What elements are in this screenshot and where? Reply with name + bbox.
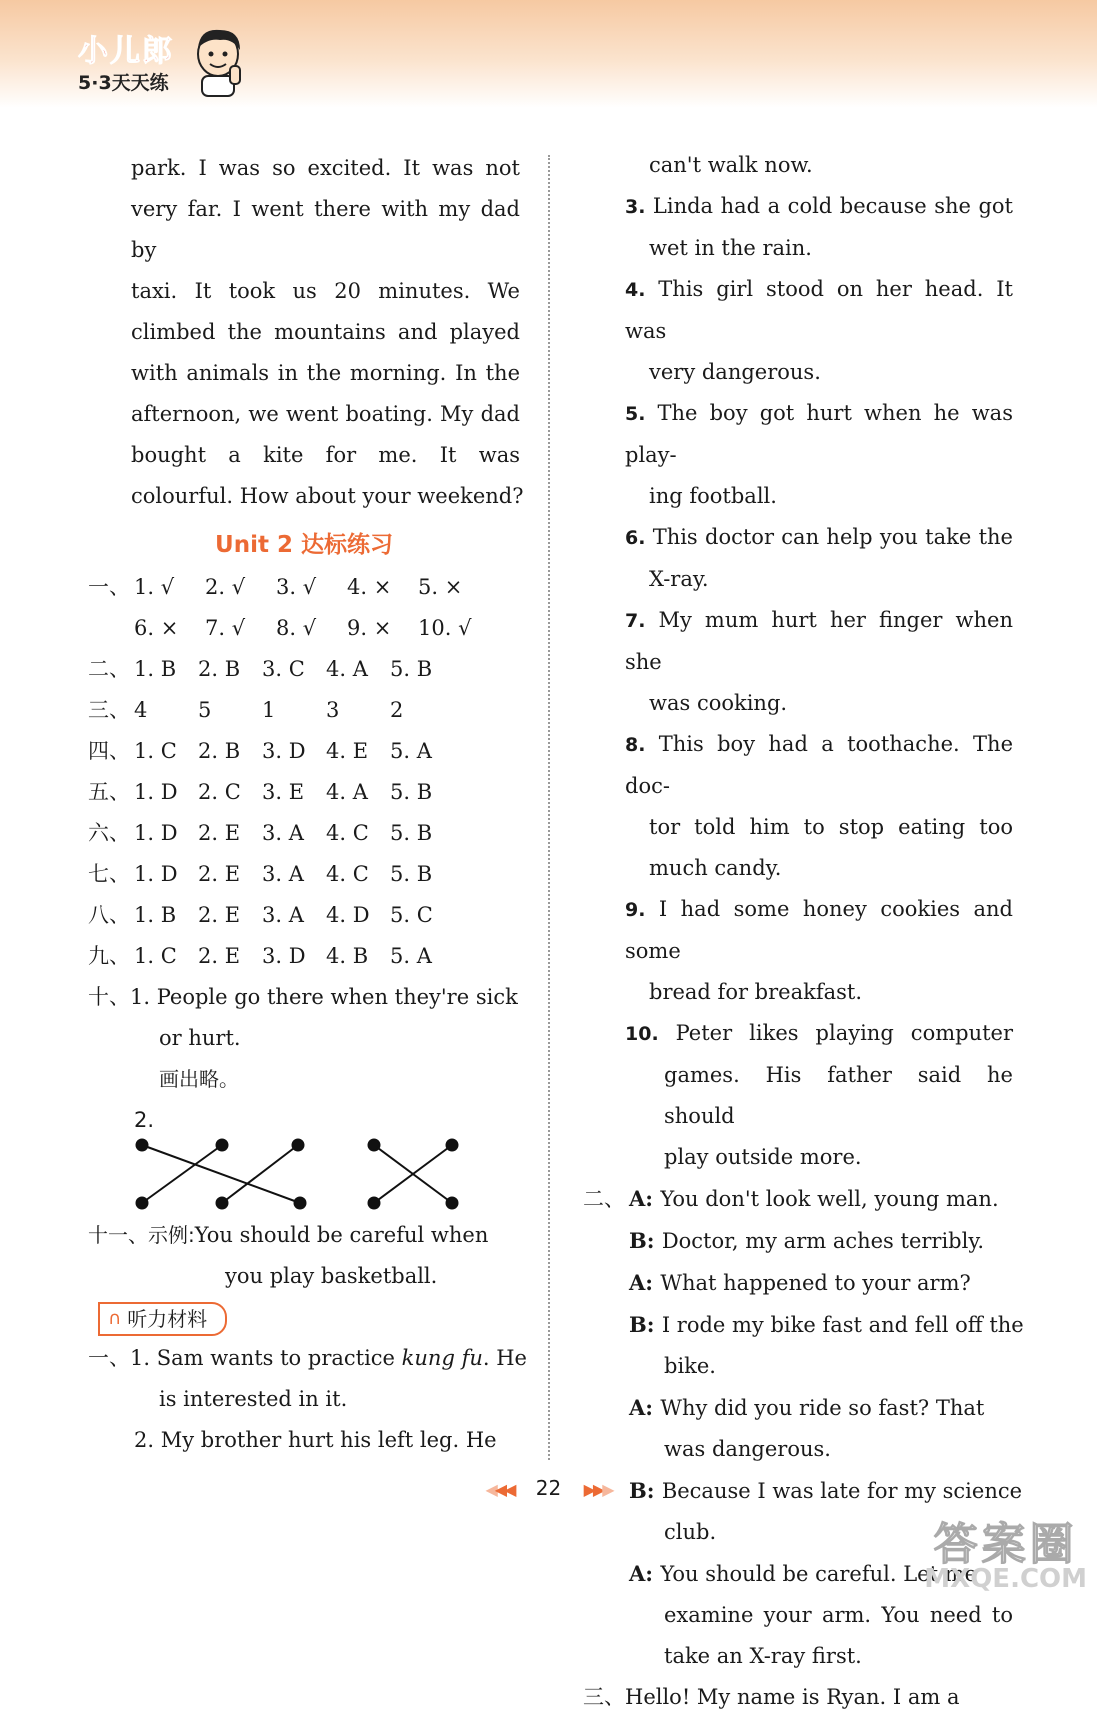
answer: 4. × [347,575,392,599]
dialogue-text: Why did you ride so fast? That [660,1396,985,1420]
answer-row [88,936,520,977]
answer: 1. D [134,862,178,886]
dialogue-line: club. [664,1520,717,1544]
answer: 2. E [198,903,241,927]
answer: 3. E [262,780,305,804]
matching-lines [130,1137,530,1215]
speaker-label: A: [629,1270,661,1295]
match-dot [295,1198,306,1209]
passage-line: colourful. How about your weekend? [131,484,524,508]
speaker-label: A: [629,1395,661,1420]
question-text: 1. People go there when they're sick [130,985,518,1009]
section-label: 一、 [88,1346,130,1370]
dialogue-text: Doctor, my arm aches terribly. [661,1229,985,1253]
item-line [583,186,1013,228]
match-dot [137,1140,148,1151]
item-line: X-ray. [649,567,709,591]
passage-line: afternoon, we went boating. My dad [131,402,520,426]
dialogue-line: examine your arm. You need to [664,1603,1013,1627]
item-text: My mum hurt her finger when she [625,608,1013,674]
section-label: 三、 [88,698,130,722]
section-label: 四、 [88,739,130,763]
answer: 3. A [262,903,304,927]
page-footer [0,1476,1097,1500]
item-line [583,269,1013,352]
answer: 4. A [326,657,368,681]
answer-row [88,649,520,690]
answer: 2. E [198,944,241,968]
answer-row [88,854,520,895]
dialogue-text: You don't look well, young man. [660,1187,999,1211]
item-text: This girl stood on her head. It was [625,277,1014,343]
answer: 4. C [326,821,369,845]
dialogue-line: bike. [664,1354,716,1378]
dialogue-line [583,1262,1013,1304]
dialogue-text: I rode my bike fast and fell off the [661,1313,1024,1337]
speaker-label: B: [629,1312,662,1337]
prev-arrows-icon: ◀◀◀ [485,1480,514,1499]
item-text: The boy got hurt when he was play- [625,401,1013,467]
dialogue-text: Because I was late for my science [661,1479,1023,1503]
item-number: 8. [625,734,659,756]
answer: 1. √ [134,575,175,599]
match-dot [447,1198,458,1209]
section-label: 九、 [88,944,130,968]
item-line [583,724,1013,807]
speaker-label: B: [629,1228,662,1253]
passage-line: climbed the mountains and played [131,320,520,344]
answer-row-1b [88,608,520,649]
answer: 2. √ [205,575,246,599]
match-dot [293,1140,304,1151]
item-number: 7. [625,610,659,632]
passage [88,148,524,517]
answer: 4. C [326,862,369,886]
italic-term: kung fu [401,1346,483,1370]
section-label: 七、 [88,862,130,886]
dialogue-line: take an X-ray first. [664,1644,862,1668]
answer: 5. B [390,821,433,845]
section-label: 二、 [88,657,130,681]
example-text-cont: you play basketball. [225,1264,438,1288]
answer: 5. A [390,944,432,968]
dialogue-text: What happened to your arm? [660,1271,971,1295]
item-line: very dangerous. [649,360,821,384]
item-number: 4. [625,279,659,301]
passage-line: taxi. It took us 20 minutes. We [131,279,520,303]
item-line: wet in the rain. [649,236,812,260]
answer: 4. E [326,739,369,763]
answer: 5 [198,698,212,722]
passage-line: very far. I went there with my dad by [131,197,520,262]
answer: 5. B [390,780,433,804]
section-label: 六、 [88,821,130,845]
watermark-text: 答案圈 [933,1519,1078,1570]
question-2-label: 2. [134,1108,155,1132]
answer: 4. D [326,903,370,927]
dialogue [583,1178,1024,1677]
section-label: 五、 [88,780,130,804]
answer: 2. B [198,739,241,763]
dialogue-line [583,1220,1013,1262]
answer: 4 [134,698,148,722]
answer: 3. A [262,821,304,845]
logo-title: 小儿郎 [78,34,174,69]
listening-material-tag [98,1302,227,1336]
answer: 5. B [390,657,433,681]
match-dot [137,1198,148,1209]
mascot-icon [190,22,250,100]
dialogue-line [583,1387,1013,1429]
answer: 1. D [134,780,178,804]
item-line [583,393,1013,476]
section-label: 一、 [88,575,130,599]
answer-row [88,813,520,854]
brand-logo [78,26,174,95]
answer: 2. E [198,821,241,845]
unit-title: Unit 2 达标练习 [215,532,393,558]
item-text: This boy had a toothache. The doc- [625,732,1013,798]
item-line [583,1013,1013,1055]
page-number: 22 [535,1476,562,1500]
listening-line: is interested in it. [159,1387,348,1411]
section-label: 二、 [583,1187,625,1211]
answer-row [88,772,520,813]
dialogue-text: You should be careful. Let me [660,1562,978,1586]
match-dot [447,1140,458,1151]
answer: 3. D [262,944,306,968]
passage-line: bought a kite for me. It was [131,443,520,467]
item-line: bread for breakfast. [649,980,863,1004]
listening-line: 2. My brother hurt his left leg. He [134,1428,497,1452]
item-line: can't walk now. [649,153,813,177]
headphones-icon: ∩ [108,1308,122,1329]
left-column [88,148,527,1461]
listening-line [88,1338,527,1379]
listening-text: . He [482,1346,527,1370]
item-text: Linda had a cold because she got [652,194,1013,218]
match-dot [369,1198,380,1209]
section-11 [88,1215,520,1256]
listening-text: 1. Sam wants to practice [130,1346,402,1370]
answer: 5. B [390,862,433,886]
item-line: ing football. [649,484,777,508]
listening-items [583,145,1013,1178]
dialogue-line: was dangerous. [664,1437,831,1461]
item-line [583,600,1013,683]
answer: 2. B [198,657,241,681]
answer: 2 [390,698,404,722]
item-line: tor told him to stop eating too [649,815,1013,839]
answer: 3. √ [276,575,317,599]
answer: 8. √ [276,616,317,640]
item-number: 10. [625,1023,676,1045]
answer-row [88,731,520,772]
answer: 5. A [390,739,432,763]
item-line: was cooking. [649,691,788,715]
answer: 1. C [134,944,177,968]
section-10-q1 [88,977,520,1018]
item-number: 5. [625,403,658,425]
match-dot [217,1140,228,1151]
answer: 3. A [262,862,304,886]
section-label: 八、 [88,903,130,927]
watermark-url: MXQE.COM [924,1564,1087,1594]
section-label: 十一、示例: [88,1223,195,1247]
passage-line: with animals in the morning. In the [131,361,520,385]
dialogue-line [583,1304,1024,1346]
answer: 5. × [418,575,463,599]
speaker-label: B: [629,1478,662,1503]
draw-note: 画出略。 [159,1067,239,1091]
section-label: 三、 [583,1685,625,1709]
answer: 10. √ [418,616,472,640]
answer: 1. C [134,739,177,763]
item-text: This doctor can help you take the [652,525,1013,549]
match-dot [217,1198,228,1209]
answer: 5. C [390,903,433,927]
item-line [583,517,1013,559]
answer: 1 [262,698,276,722]
section-3 [583,1677,1013,1718]
example-text: You should be careful when [194,1223,489,1247]
answer-row [88,895,520,936]
item-line: play outside more. [664,1145,862,1169]
listening-title: 听力材料 [127,1307,208,1331]
speaker-label: A: [629,1186,661,1211]
item-text: I had some honey cookies and some [625,897,1013,963]
section-3-text: Hello! My name is Ryan. I am a [625,1685,960,1709]
answer: 1. B [134,903,177,927]
answer: 4. A [326,780,368,804]
answer: 3. D [262,739,306,763]
speaker-label: A: [629,1561,661,1586]
answer: 3. C [262,657,305,681]
answer: 3 [326,698,340,722]
answer: 1. D [134,821,178,845]
column-divider [548,155,550,1460]
item-text: Peter likes playing computer [675,1021,1013,1045]
answer: 6. × [134,616,179,640]
section-label: 十、 [88,985,130,1009]
answer: 9. × [347,616,392,640]
answer: 1. B [134,657,177,681]
item-line: games. His father said he should [664,1063,1013,1128]
answer-row [88,690,520,731]
answer: 2. E [198,862,241,886]
answers-block [88,649,520,977]
logo-subtitle: 5·3天天练 [78,72,169,94]
item-line: much candy. [649,856,782,880]
next-arrows-icon: ▶▶▶ [583,1480,612,1499]
watermark [924,1508,1087,1594]
answer-row-1 [88,567,520,608]
answer: 4. B [326,944,369,968]
question-text-cont: or hurt. [159,1026,241,1050]
match-dot [369,1140,380,1151]
item-number: 9. [625,899,659,921]
item-line [583,889,1013,972]
item-number: 3. [625,196,653,218]
answer: 7. √ [205,616,246,640]
item-number: 6. [625,527,653,549]
dialogue-line [583,1178,1013,1220]
answer: 2. C [198,780,241,804]
passage-line: park. I was so excited. It was not [131,156,520,180]
